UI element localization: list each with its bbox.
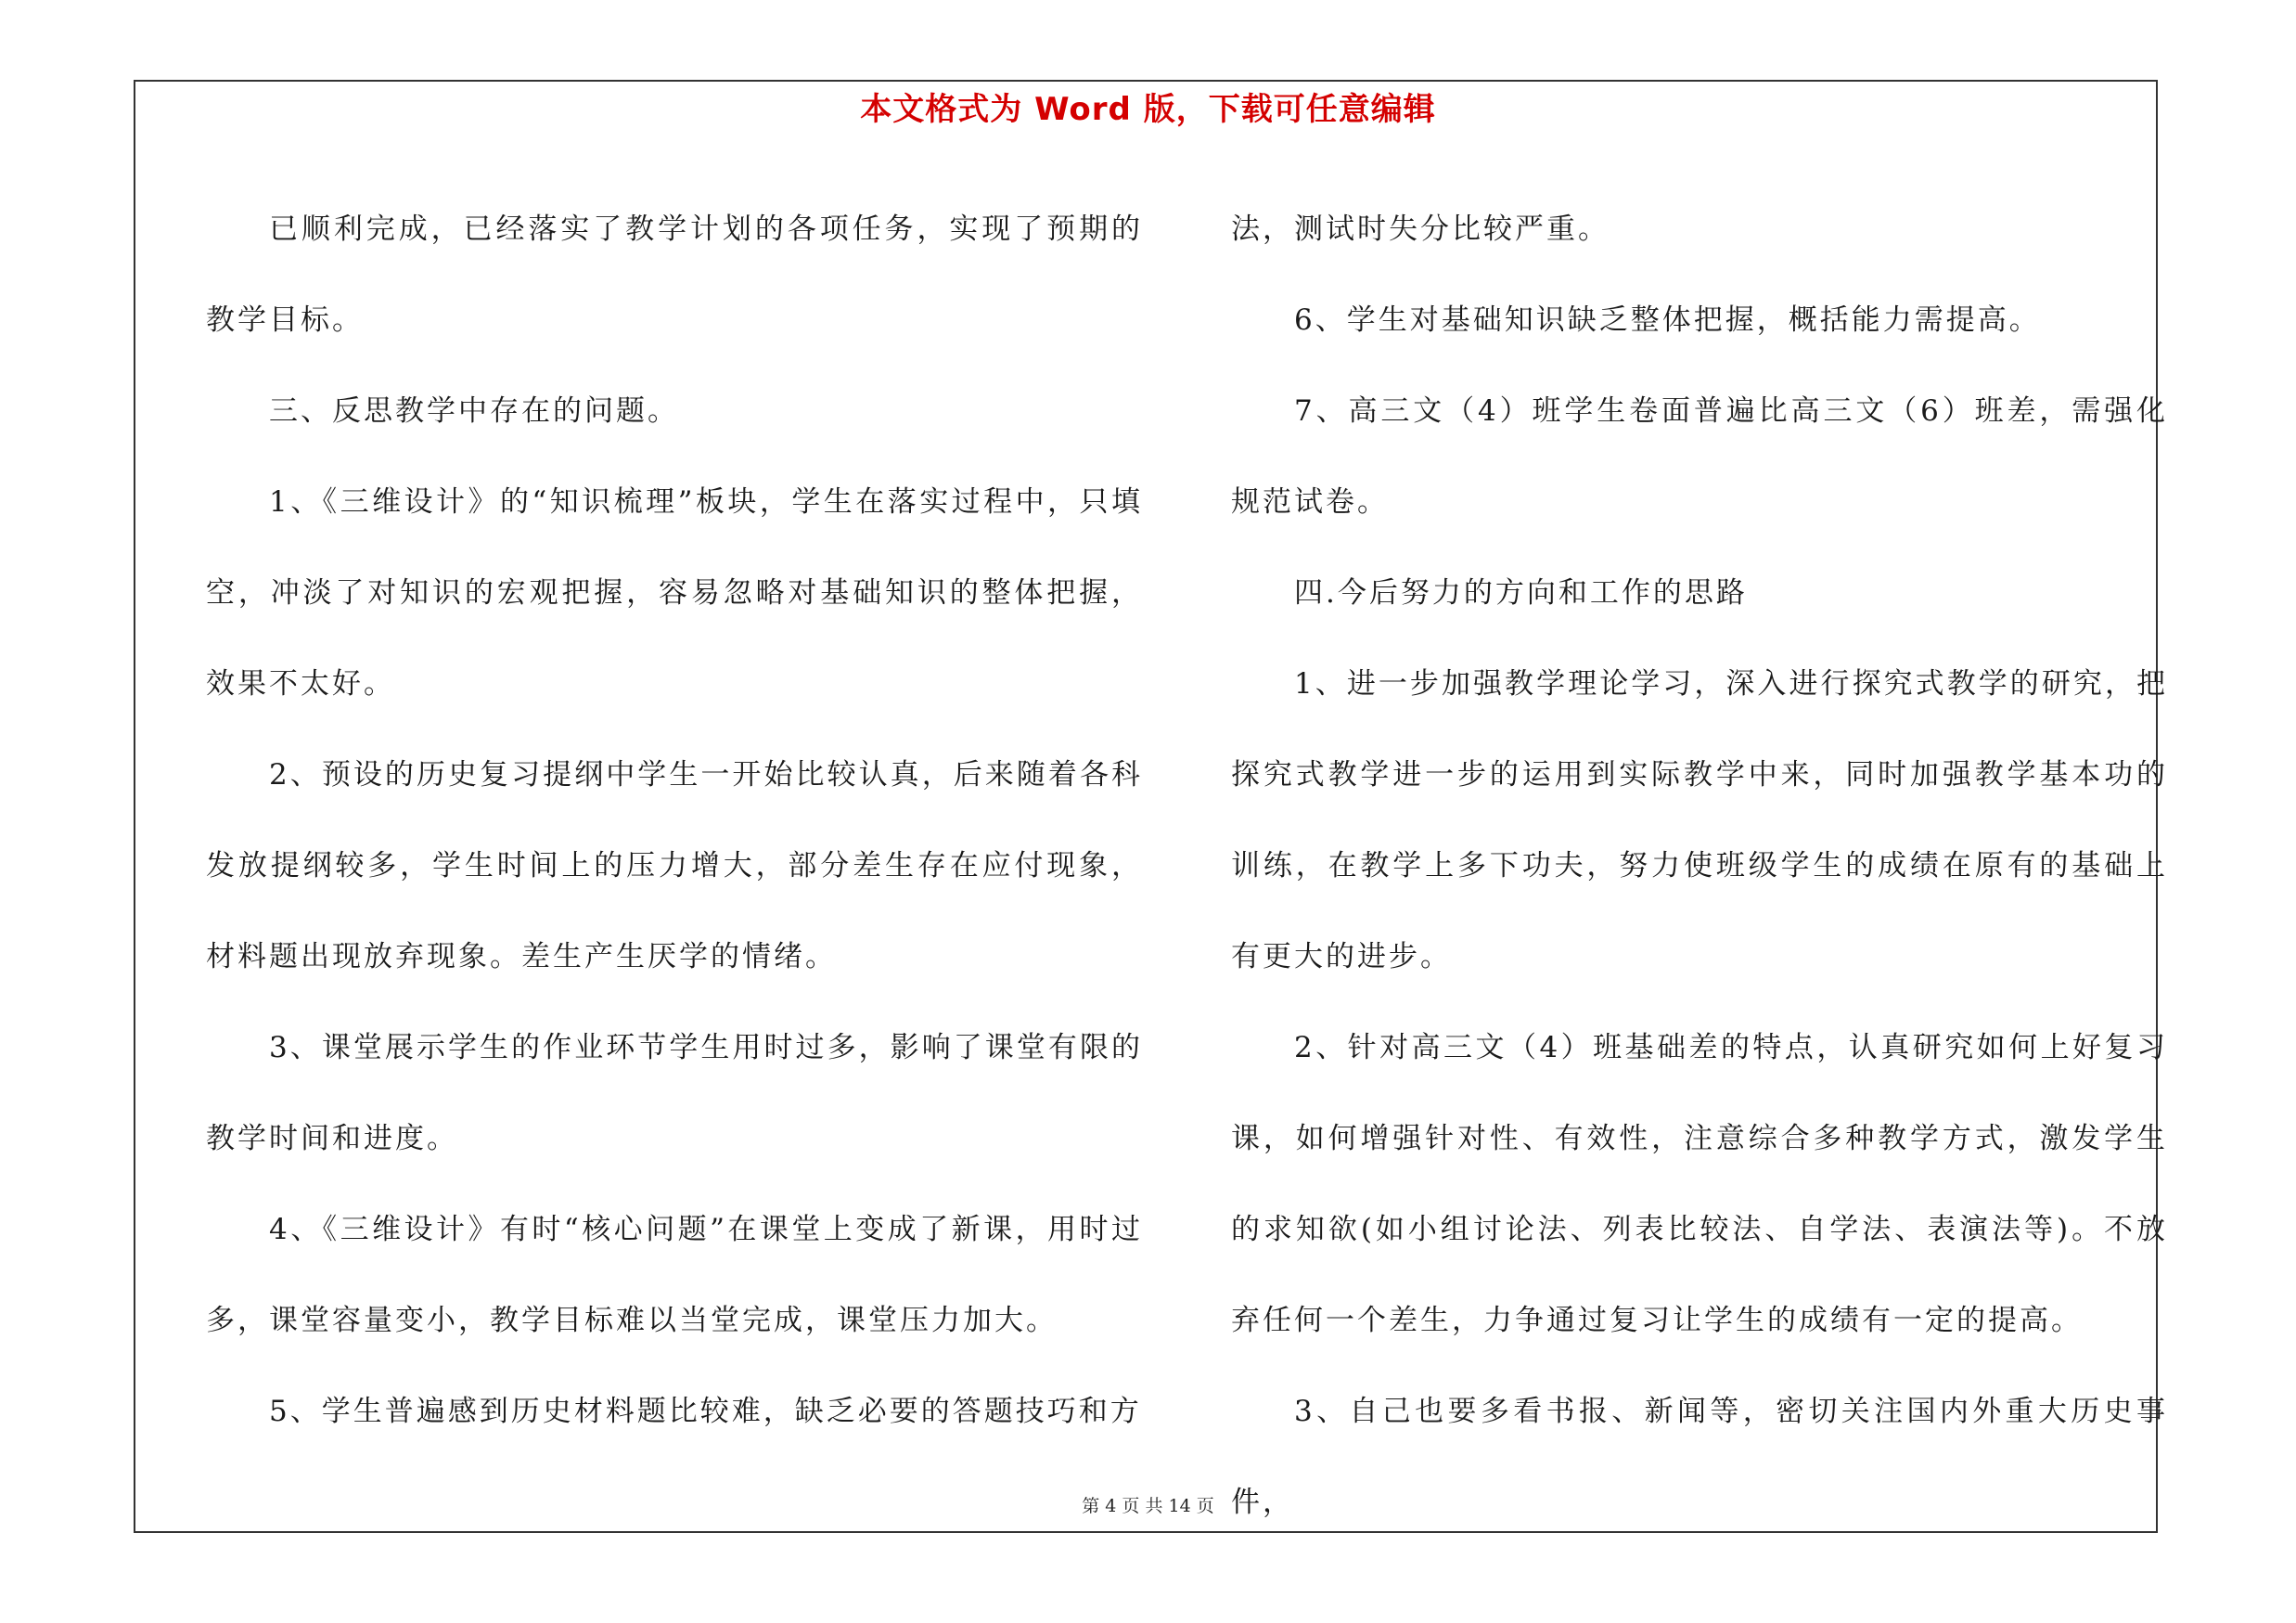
paragraph: 6、学生对基础知识缺乏整体把握，概括能力需提高。 (1294, 303, 2041, 337)
paragraph: 4、《三维设计》有时“核心问题”在课堂上变成了新课，用时过多，课堂容量变小，教学目标难以当堂完成，课堂压力加大。 (206, 1213, 1143, 1337)
paragraph: 法，测试时失分比较严重。 (1231, 213, 1610, 246)
paragraph: 2、预设的历史复习提纲中学生一开始比较认真，后来随着各科发放提纲较多，学生时间上的压力增大，部分差生存在应付现象，材料题出现放弃现象。差生产生厌学的情绪。 (206, 758, 1143, 973)
paragraph: 3、课堂展示学生的作业环节学生用时过多，影响了课堂有限的教学时间和进度。 (206, 1031, 1143, 1155)
paragraph: 3、自己也要多看书报、新闻等，密切关注国内外重大历史事件， (1231, 1395, 2168, 1519)
paragraph: 5、学生普遍感到历史材料题比较难，缺乏必要的答题技巧和方 (269, 1395, 1142, 1428)
page-footer: 第 4 页 共 14 页 (1082, 1496, 1214, 1516)
document-banner: 本文格式为 Word 版，下载可任意编辑 (860, 91, 1436, 128)
paragraph: 已顺利完成，已经落实了教学计划的各项任务，实现了预期的教学目标。 (206, 213, 1143, 337)
paragraph: 2、针对高三文（4）班基础差的特点，认真研究如何上好复习课，如何增强针对性、有效性，注意综合多种教学方式，激发学生的求知欲(如小组讨论法、列表比较法、自学法、表演法等)。不放弃任何一个差生，力争通过复习让学生的成绩有一定的提高。 (1231, 1031, 2168, 1337)
paragraph: 1、《三维设计》的“知识梳理”板块，学生在落实过程中，只填空，冲淡了对知识的宏观把握，容易忽略对基础知识的整体把握，效果不太好。 (206, 485, 1143, 701)
paragraph: 四.今后努力的方向和工作的思路 (1294, 576, 1748, 610)
paragraph: 三、反思教学中存在的问题。 (269, 394, 679, 428)
paragraph: 1、进一步加强教学理论学习，深入进行探究式教学的研究，把探究式教学进一步的运用到实际教学中来，同时加强教学基本功的训练，在教学上多下功夫，努力使班级学生的成绩在原有的基础上有更大的进步。 (1231, 667, 2168, 973)
paragraph: 7、高三文（4）班学生卷面普遍比高三文（6）班差，需强化规范试卷。 (1231, 394, 2168, 519)
left-column (206, 184, 1143, 1457)
right-column (1231, 184, 2168, 1548)
